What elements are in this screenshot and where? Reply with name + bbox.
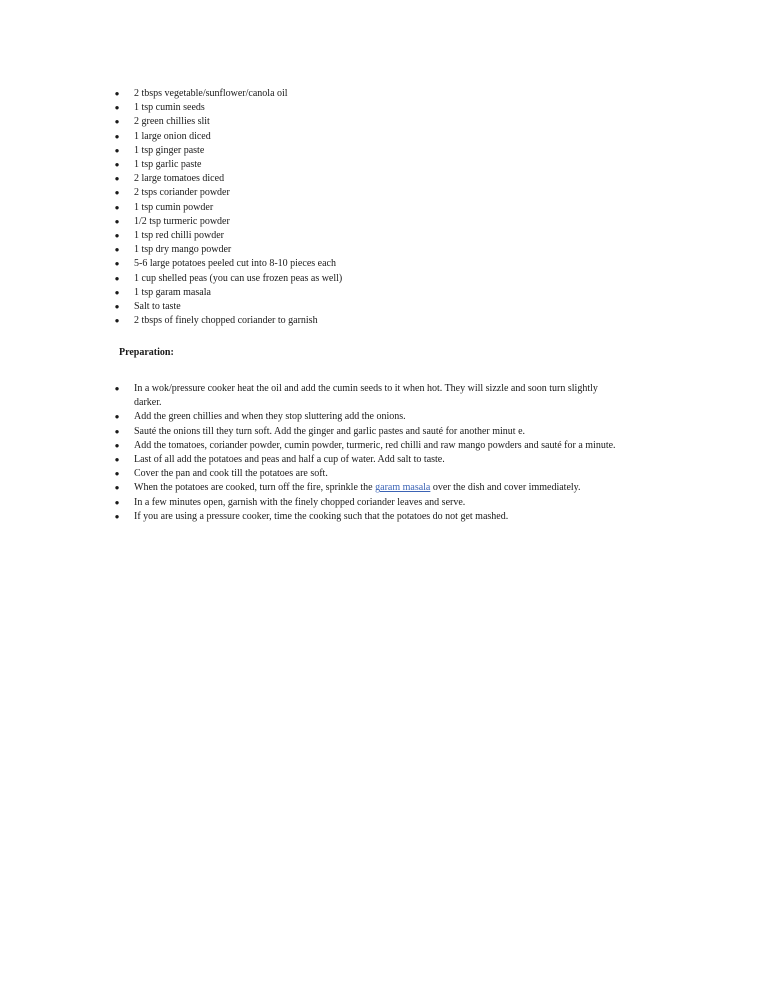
- step-text: Sauté the onions till they turn soft. Add the ginger and garlic pastes and sauté for another minut e.: [134, 425, 526, 437]
- bullet-icon: ●: [114, 455, 120, 465]
- step-text-line2: darker.: [134, 397, 162, 409]
- list-item: [112, 382, 672, 410]
- bullet-icon: ●: [114, 216, 120, 226]
- step-text: Cover the pan and cook till the potatoes are soft.: [134, 468, 328, 480]
- preparation-heading: Preparation:: [119, 347, 174, 358]
- list-item: [112, 439, 672, 453]
- preparation-steps-list: [112, 382, 672, 524]
- list-item: [112, 481, 672, 495]
- list-item: [112, 410, 672, 424]
- bullet-icon: ●: [114, 412, 120, 422]
- list-item: [112, 158, 672, 172]
- list-item: [112, 314, 672, 328]
- bullet-icon: ●: [114, 245, 120, 255]
- list-item: [112, 115, 672, 129]
- bullet-icon: ●: [114, 202, 120, 212]
- list-item: [112, 272, 672, 286]
- bullet-icon: ●: [114, 426, 120, 436]
- step-text-line1: In a wok/pressure cooker heat the oil and add the cumin seeds to it when hot. They will sizzle and soon turn slightly: [134, 383, 598, 394]
- bullet-icon: ●: [114, 103, 120, 113]
- list-item: [112, 144, 672, 158]
- list-item: [112, 243, 672, 257]
- list-item: [112, 300, 672, 314]
- list-item: [112, 201, 672, 215]
- list-item: [112, 425, 672, 439]
- ingredient-text: 2 green chillies slit: [134, 116, 210, 128]
- list-item: [112, 87, 672, 101]
- ingredient-text: 1 tsp red chilli powder: [134, 230, 224, 242]
- list-item: [112, 186, 672, 200]
- bullet-icon: ●: [114, 160, 120, 170]
- ingredient-text: 2 tbsps of finely chopped coriander to garnish: [134, 315, 318, 327]
- list-item: [112, 496, 672, 510]
- ingredient-text: 1 tsp garam masala: [134, 286, 211, 298]
- list-item: [112, 286, 672, 300]
- bullet-icon: ●: [114, 89, 120, 98]
- ingredient-text: 1 tsp garlic paste: [134, 159, 202, 171]
- ingredient-text: 1 tsp dry mango powder: [134, 244, 232, 256]
- list-item: [112, 467, 672, 481]
- list-item: [112, 101, 672, 115]
- bullet-icon: ●: [114, 302, 120, 312]
- ingredient-text: 2 large tomatoes diced: [134, 173, 225, 185]
- list-item: [112, 510, 672, 524]
- bullet-icon: ●: [114, 511, 120, 521]
- bullet-icon: ●: [114, 131, 120, 141]
- ingredient-text: 5-6 large potatoes peeled cut into 8-10 pieces each: [134, 258, 336, 270]
- step-text: In a few minutes open, garnish with the finely chopped coriander leaves and serve.: [134, 496, 466, 508]
- list-item: [112, 172, 672, 186]
- ingredient-text: 1 cup shelled peas (you can use frozen peas as well): [134, 272, 343, 284]
- bullet-icon: ●: [114, 259, 120, 269]
- ingredient-text: 1 tsp cumin powder: [134, 201, 214, 213]
- list-item: [112, 453, 672, 467]
- list-item: [112, 229, 672, 243]
- garam-masala-link[interactable]: garam masala: [375, 482, 431, 494]
- ingredient-text: 1 tsp ginger paste: [134, 144, 205, 156]
- bullet-icon: ●: [114, 188, 120, 198]
- bullet-icon: ●: [114, 287, 120, 297]
- bullet-icon: ●: [114, 440, 120, 450]
- list-item: [112, 130, 672, 144]
- bullet-icon: ●: [114, 117, 120, 127]
- step-text-before-link: When the potatoes are cooked, turn off the fire, sprinkle the: [134, 482, 376, 494]
- ingredient-text: 1/2 tsp turmeric powder: [134, 215, 230, 227]
- step-text: Add the green chillies and when they stop sluttering add the onions.: [134, 411, 406, 423]
- step-text-after-link: over the dish and cover immediately.: [430, 482, 581, 494]
- bullet-icon: ●: [114, 231, 120, 241]
- bullet-icon: ●: [114, 273, 120, 283]
- list-item: [112, 257, 672, 271]
- bullet-icon: ●: [114, 469, 120, 479]
- bullet-icon: ●: [114, 316, 120, 326]
- step-text: If you are using a pressure cooker, time the cooking such that the potatoes do not get mashed.: [134, 510, 509, 522]
- ingredient-text: 1 large onion diced: [134, 130, 211, 142]
- list-item: [112, 215, 672, 229]
- bullet-icon: ●: [114, 483, 120, 493]
- ingredient-text: 2 tbsps vegetable/sunflower/canola oil: [134, 88, 288, 99]
- ingredient-text: 2 tsps coriander powder: [134, 187, 230, 199]
- step-text: Last of all add the potatoes and peas and half a cup of water. Add salt to taste.: [134, 454, 445, 466]
- ingredients-list: [112, 87, 672, 328]
- bullet-icon: ●: [114, 174, 120, 184]
- step-text: Add the tomatoes, coriander powder, cumin powder, turmeric, red chilli and raw mango powders and sauté for a minute.: [134, 439, 616, 451]
- bullet-icon: ●: [114, 497, 120, 507]
- bullet-icon: ●: [114, 145, 120, 155]
- ingredient-text: Salt to taste: [134, 301, 181, 313]
- ingredient-text: 1 tsp cumin seeds: [134, 102, 205, 114]
- bullet-icon: ●: [114, 384, 120, 393]
